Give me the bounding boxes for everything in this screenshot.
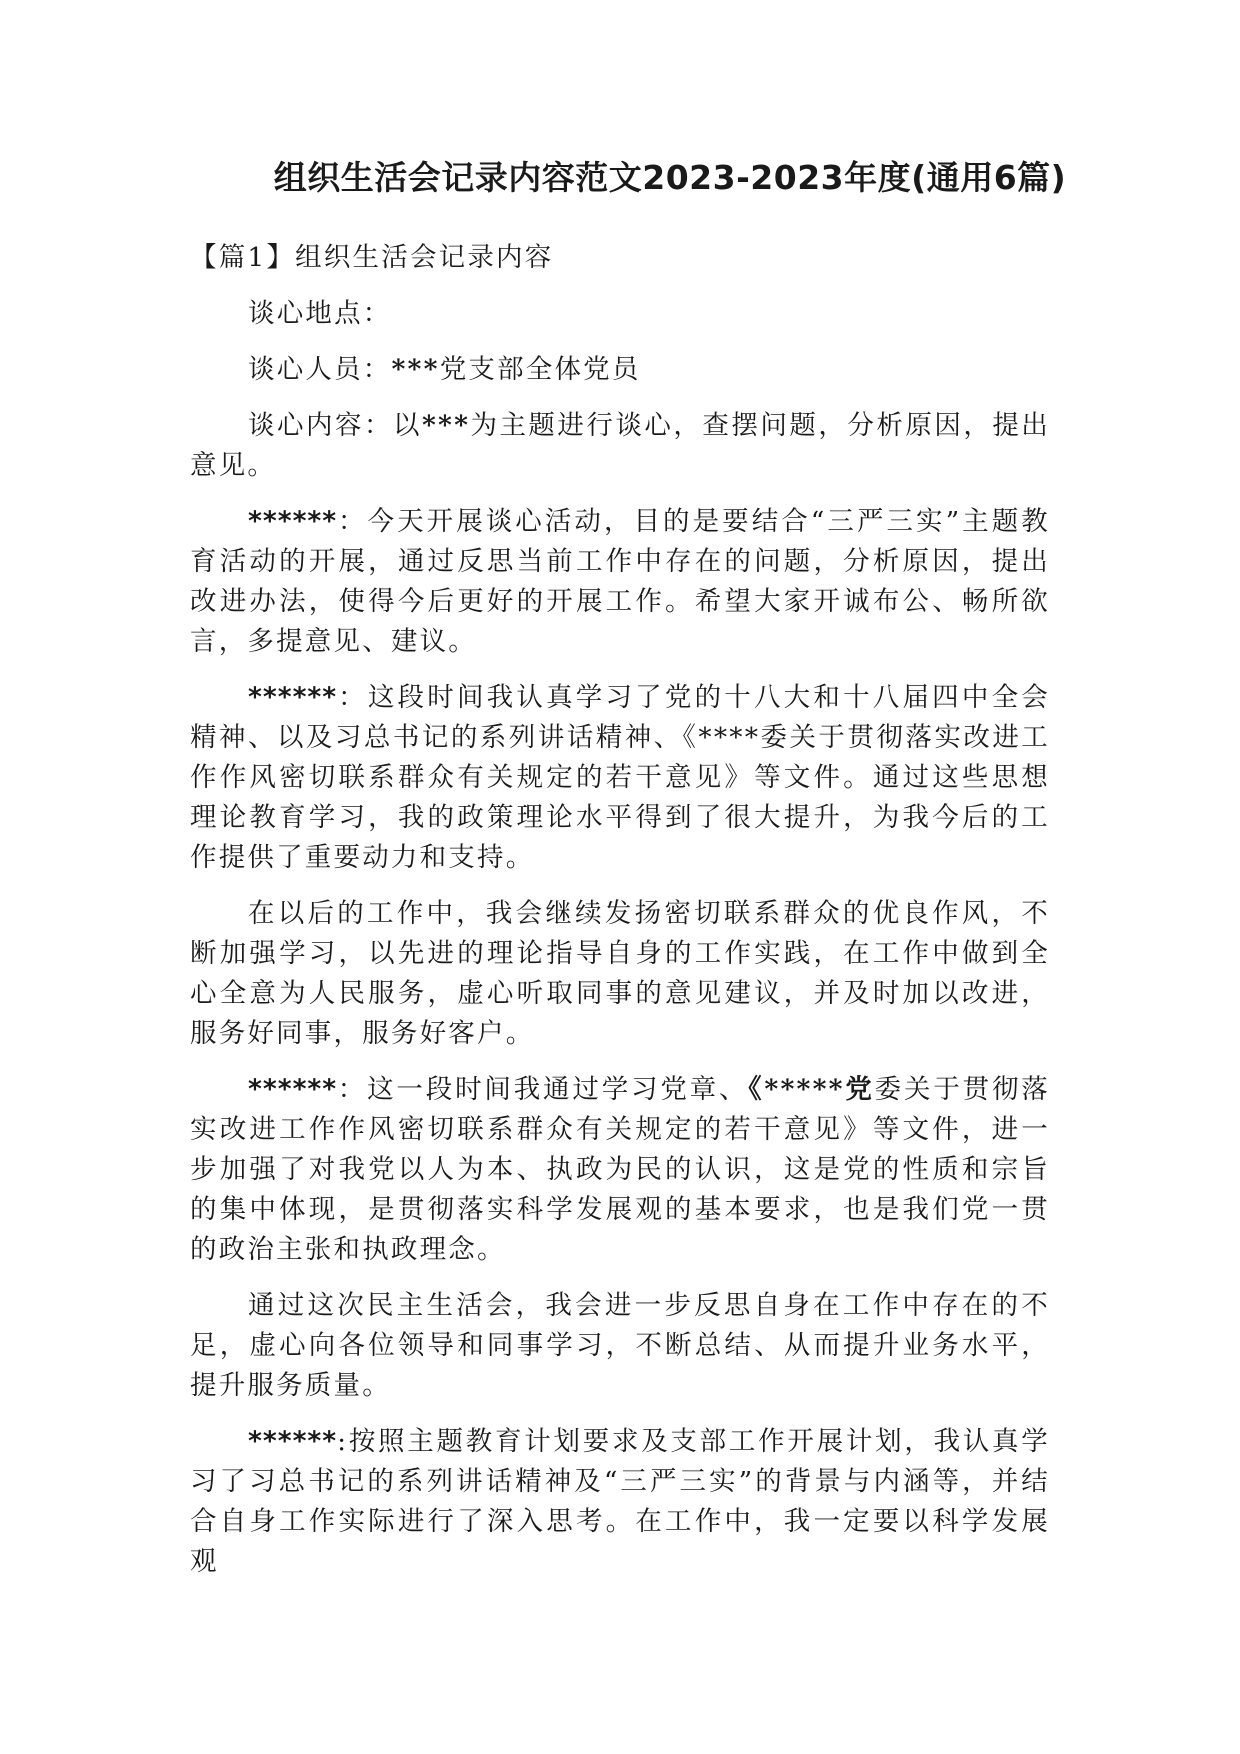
paragraph	[190, 502, 1050, 662]
paragraph	[190, 678, 1050, 878]
paragraph-bold-redacted: 《*****党	[748, 1074, 875, 1105]
meta-people-redacted: ***	[391, 354, 440, 385]
meta-place	[190, 294, 1050, 334]
paragraph	[190, 894, 1050, 1054]
speaker-redacted: ******	[248, 506, 338, 537]
section-heading: 【篇1】组织生活会记录内容	[190, 242, 554, 273]
meta-place-label: 谈心地点：	[248, 298, 392, 329]
document-body	[190, 238, 1050, 1598]
meta-people	[190, 350, 1050, 390]
content-label: 谈心内容：以	[248, 410, 422, 441]
speaker-redacted: ******	[248, 682, 338, 713]
paragraph	[190, 1286, 1050, 1406]
paragraph-text: 委关于贯彻落实改进工作作风密切联系群众有关规定的若干意见》等文件，进一步加强了对我党以人为本、执政为民的认识，这是党的性质和宗旨的集中体现，是贯彻落实科学发展观的基本要求，也是我们党一贯的政治主张和执政理念。	[190, 1074, 1050, 1265]
paragraph-text-lead: ：这一段时间我通过学习党章、	[337, 1074, 749, 1105]
paragraph	[190, 1070, 1050, 1270]
speaker-redacted: ******	[248, 1074, 338, 1105]
meta-people-value: 党支部全体党员	[439, 354, 641, 385]
paragraph-text: 在以后的工作中，我会继续发扬密切联系群众的优良作风，不断加强学习，以先进的理论指导自身的工作实践，在工作中做到全心全意为人民服务，虚心听取同事的意见建议，并及时加以改进，服务好同事，服务好客户。	[190, 898, 1050, 1049]
content-redacted: ***	[421, 410, 471, 441]
meta-people-label: 谈心人员：	[248, 354, 392, 385]
paragraph-text: :按照主题教育计划要求及支部工作开展计划，我认真学习了习总书记的系列讲话精神及“三严三实”的背景与内涵等，并结合自身工作实际进行了深入思考。在工作中，我一定要以科学发展观	[190, 1426, 1050, 1577]
content-line	[190, 406, 1050, 486]
speaker-redacted: ******	[248, 1426, 338, 1457]
content-text: 为主题进行谈心，查摆问题，分析原因，提出意见。	[190, 410, 1051, 481]
document-title: 组织生活会记录内容范文2023-2023年度(通用6篇)	[273, 158, 1067, 197]
paragraph-text: ：今天开展谈心活动，目的是要结合“三严三实”主题教育活动的开展，通过反思当前工作中存在的问题，分析原因，提出改进办法，使得今后更好的开展工作。希望大家开诚布公、畅所欲言，多提意见、建议。	[190, 506, 1050, 657]
paragraph-text: 通过这次民主生活会，我会进一步反思自身在工作中存在的不足，虚心向各位领导和同事学习，不断总结、从而提升业务水平，提升服务质量。	[190, 1290, 1050, 1401]
paragraph	[190, 1422, 1050, 1582]
paragraph-text: ：这段时间我认真学习了党的十八大和十八届四中全会精神、以及习总书记的系列讲话精神、《****委关于贯彻落实改进工作作风密切联系群众有关规定的若干意见》等文件。通过这些思想理论教育学习，我的政策理论水平得到了很大提升，为我今后的工作提供了重要动力和支持。	[190, 682, 1050, 873]
